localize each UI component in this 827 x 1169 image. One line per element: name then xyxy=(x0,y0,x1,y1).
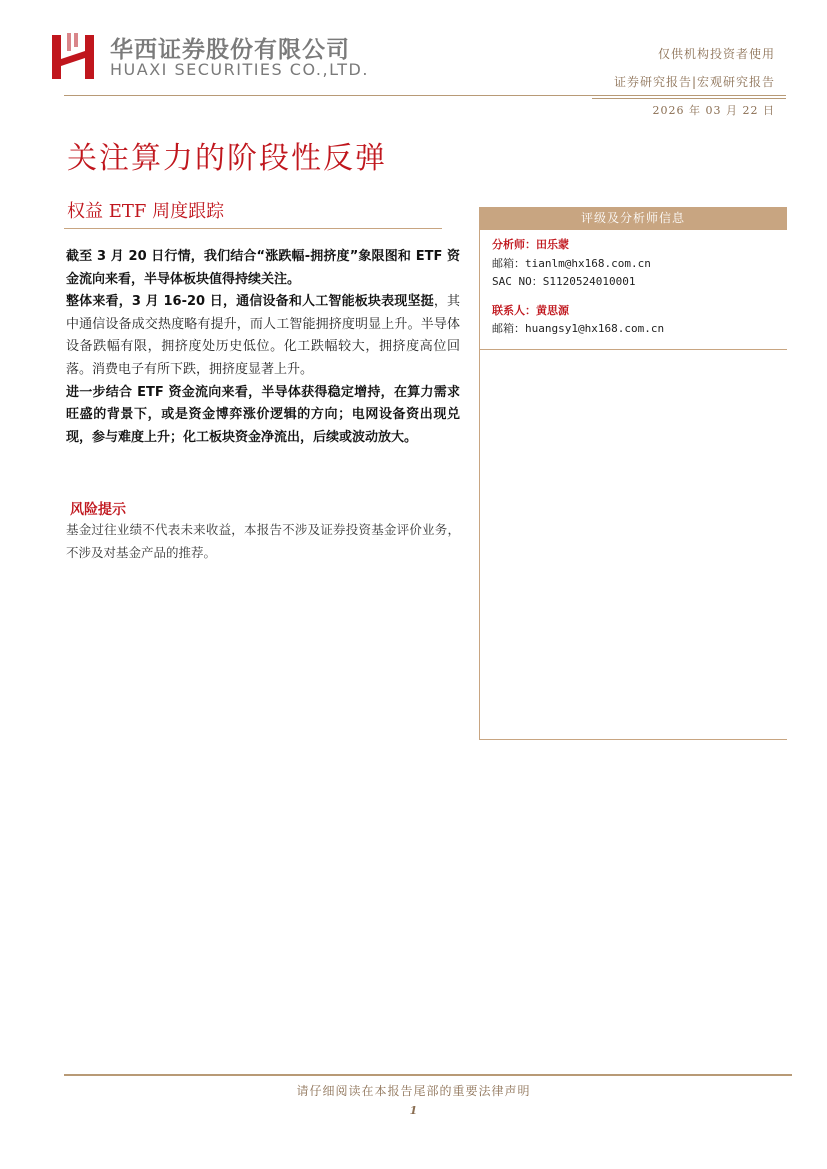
analyst-name: 分析师：田乐蒙 xyxy=(492,238,569,251)
huaxi-logo-icon xyxy=(52,33,94,79)
summary-paragraph-2-rest: ，其中通信设备成交热度略有提升，而人工智能拥挤度明显上升。半导体设备跌幅有限，拥挤度处历史低位。化工跌幅较大，拥挤度高位回落。消费电子有所下跌，拥挤度显著上升。 xyxy=(66,294,460,377)
header-divider xyxy=(64,95,786,96)
report-date: 2026 年 03 月 22 日 xyxy=(652,104,775,117)
audience-note: 仅供机构投资者使用 xyxy=(657,47,775,61)
legal-notice: 请仔细阅读在本报告尾部的重要法律声明 xyxy=(296,1084,531,1098)
report-subtitle: 权益 ETF 周度跟踪 xyxy=(67,201,225,222)
analyst-sac-number: SAC NO：S1120524010001 xyxy=(492,275,636,288)
contact-name: 联系人：黄思源 xyxy=(492,303,569,317)
page-number: 1 xyxy=(409,1104,418,1117)
company-name-en: HUAXI SECURITIES CO.,LTD. xyxy=(110,60,369,79)
subtitle-underline xyxy=(64,228,442,229)
contact-email[interactable]: 邮箱：huangsy1@hx168.com.cn xyxy=(492,322,665,335)
summary-paragraph-2-lead: 整体来看，3 月 16-20 日，通信设备和人工智能板块表现坚挺 xyxy=(66,294,434,310)
summary-paragraph-2 xyxy=(66,291,460,381)
header-divider-short xyxy=(592,98,786,99)
analyst-info-heading: 评级及分析师信息 xyxy=(479,207,787,230)
report-type: 证券研究报告|宏观研究报告 xyxy=(613,75,775,89)
report-title: 关注算力的阶段性反弹 xyxy=(67,141,387,176)
risk-heading: 风险提示 xyxy=(70,502,126,518)
summary-paragraph-1: 截至 3 月 20 日行情，我们结合“涨跌幅-拥挤度”象限图和 ETF 资金流向来看，半导体板块值得持续关注。 xyxy=(66,249,460,287)
analyst-email[interactable]: 邮箱：tianlm@hx168.com.cn xyxy=(492,256,651,270)
risk-text: 基金过往业绩不代表未来收益，本报告不涉及证券投资基金评价业务，不涉及对基金产品的推荐。 xyxy=(66,522,460,560)
summary-body xyxy=(66,246,460,449)
footer-divider xyxy=(64,1074,792,1076)
summary-paragraph-3: 进一步结合 ETF 资金流向来看，半导体获得稳定增持，在算力需求旺盛的背景下，或是资金博弈涨价逻辑的方向；电网设备资出现兑现，参与难度上升；化工板块资金净流出，后续或波动放大。 xyxy=(66,384,460,445)
analyst-info-content xyxy=(492,236,782,339)
info-box-separator xyxy=(479,349,787,350)
company-name-cn: 华西证券股份有限公司 xyxy=(110,37,350,63)
